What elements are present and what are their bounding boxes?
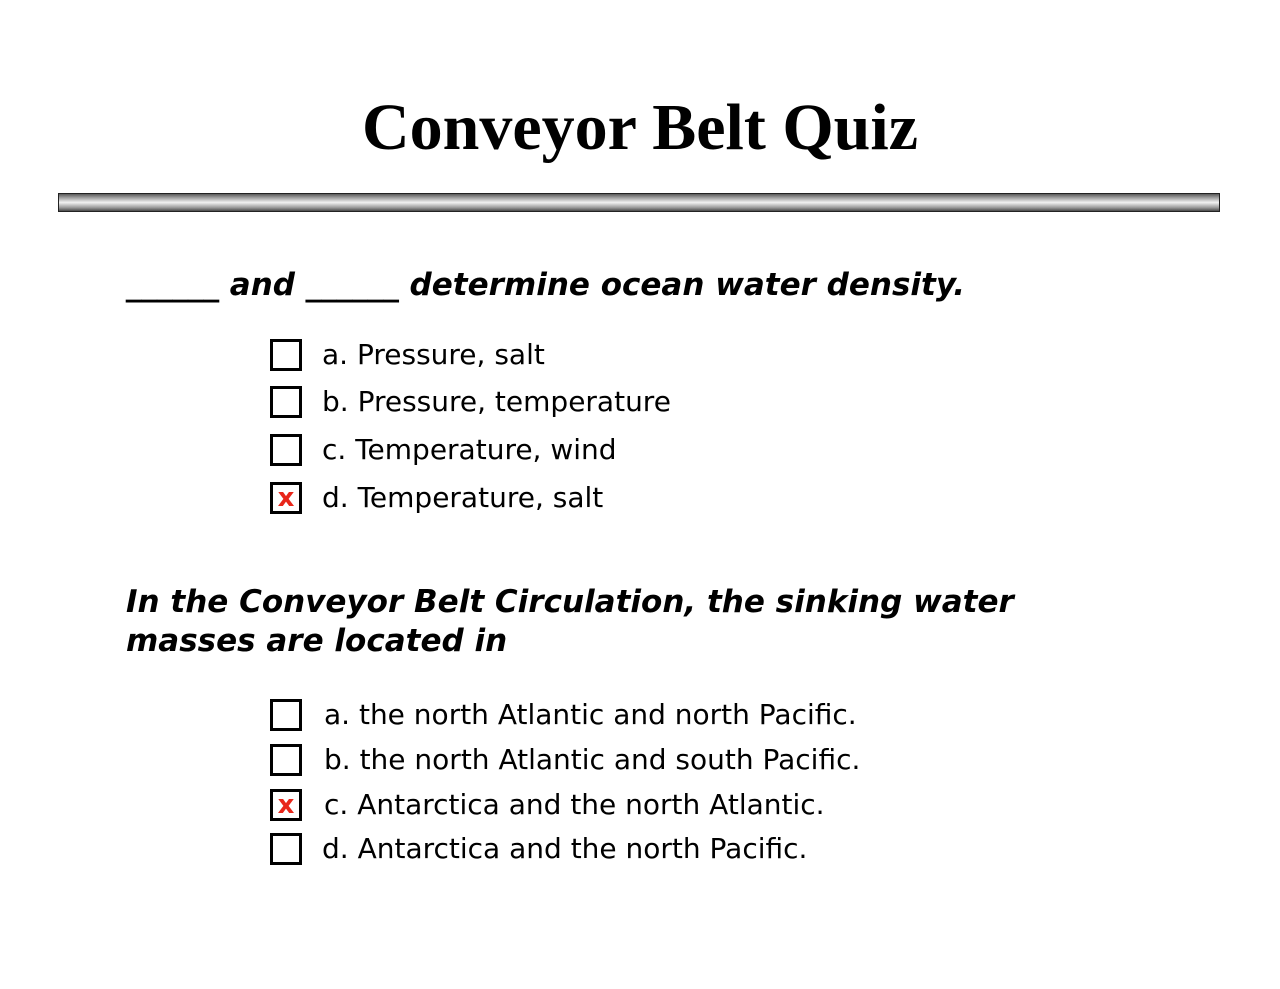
question-1-option-b[interactable] [270, 386, 671, 418]
question-2-option-b[interactable] [270, 744, 860, 776]
checkbox[interactable] [270, 434, 302, 466]
question-2-option-a[interactable] [270, 699, 857, 731]
option-label: a. the north Atlantic and north Pacific. [324, 698, 857, 731]
question-2-option-d[interactable] [270, 833, 807, 865]
option-label: a. Pressure, salt [322, 338, 545, 371]
checkbox-checked[interactable] [270, 482, 302, 514]
checkbox[interactable] [270, 386, 302, 418]
question-2-option-c[interactable] [270, 789, 825, 821]
page-title: Conveyor Belt Quiz [361, 91, 919, 164]
option-label: b. the north Atlantic and south Pacific. [324, 743, 861, 776]
option-label: d. Temperature, salt [322, 481, 604, 514]
checkbox[interactable] [270, 339, 302, 371]
checkbox[interactable] [270, 744, 302, 776]
title-divider [58, 193, 1220, 212]
checkbox-checked[interactable] [270, 789, 302, 821]
question-1-option-c[interactable] [270, 434, 617, 466]
option-label: b. Pressure, temperature [322, 385, 671, 418]
question-1-option-d[interactable] [270, 482, 603, 514]
check-mark-icon: x [277, 790, 295, 820]
check-mark-icon: x [277, 483, 295, 513]
checkbox[interactable] [270, 833, 302, 865]
option-label: c. Temperature, wind [322, 433, 617, 466]
option-label: d. Antarctica and the north Pacific. [322, 832, 808, 865]
question-2-text: In the Conveyor Belt Circulation, the sinking water masses are located in [126, 584, 1014, 659]
question-1-text: ______ and ______ determine ocean water density. [126, 267, 965, 303]
option-label: c. Antarctica and the north Atlantic. [324, 788, 825, 821]
checkbox[interactable] [270, 699, 302, 731]
question-1-option-a[interactable] [270, 339, 545, 371]
